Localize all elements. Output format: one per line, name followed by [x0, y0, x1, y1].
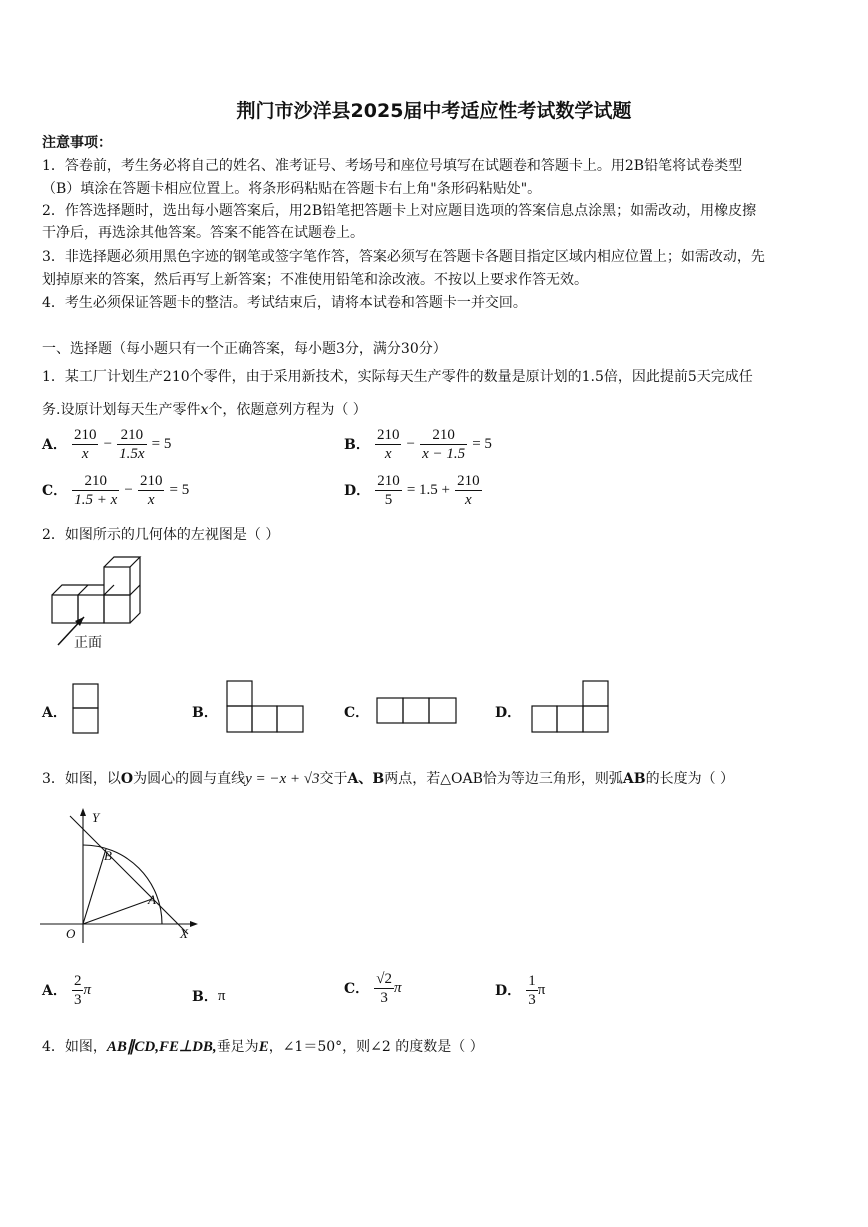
q2-option-b-figure[interactable]: [226, 680, 306, 734]
q2-option-d-figure[interactable]: [531, 680, 611, 734]
q2-option-c-figure[interactable]: [376, 697, 458, 725]
note-line: 1．答卷前，考生务必将自己的姓名、准考证号、考场号和座位号填写在试题卷和答题卡上。用2B铅笔将试卷类型: [42, 158, 743, 174]
q2-stem: 2．如图所示的几何体的左视图是（ ）: [42, 527, 280, 543]
q2-option-a-label[interactable]: A．: [42, 705, 67, 721]
q1-option-c[interactable]: C． $\frac{210}{1.5 + x}$ − $\frac{210}{x}$ = 5: [42, 473, 190, 508]
q1-option-b[interactable]: B． $\frac{210}{x}$ − $\frac{210}{x - 1.5}$ = 5: [344, 427, 492, 462]
q3-option-d[interactable]: D． $\frac{1}{3}$ π: [495, 973, 546, 1008]
note-line: 2．作答选择题时，选出每小题答案后，用2B铅笔把答题卡上对应题目选项的答案信息点涂黑；如需改动，用橡皮擦: [42, 203, 757, 219]
note-line: 干净后，再选涂其他答案。答案不能答在试题卷上。: [42, 225, 364, 241]
q3-option-c[interactable]: C． $\frac{√2}{3}$ π: [344, 971, 402, 1006]
note-line: （B）填涂在答题卡相应位置上。将条形码粘贴在答题卡右上角"条形码粘贴处"。: [42, 181, 542, 197]
front-label: 正面: [74, 635, 102, 651]
y-axis-label: Y: [92, 810, 100, 825]
q3-stem: 3．如图，以O为圆心的圆与直线y = −x + √3交于A、B两点，若△OAB恰为等边三角形，则弧AB的长度为（ ）: [42, 771, 735, 787]
q2-option-d-label[interactable]: D．: [495, 705, 522, 721]
note-line: 划掉原来的答案，然后再写上新答案；不准使用铅笔和涂改液。不按以上要求作答无效。: [42, 272, 588, 288]
note-line: 4．考生必须保证答题卡的整洁。考试结束后，请将本试卷和答题卡一并交回。: [42, 295, 527, 311]
q3-option-b[interactable]: B．π: [192, 988, 226, 1005]
q2-option-c-label[interactable]: C．: [344, 705, 370, 721]
q4-stem: 4．如图，AB∥CD,FE⊥DB,垂足为E，∠1＝50°，则∠2 的度数是（ ）: [42, 1039, 484, 1055]
point-b-label: B: [104, 848, 112, 863]
q1-stem: 1．某工厂计划生产210个零件，由于采用新技术，实际每天生产零件的数量是原计划的1.5倍，因此提前5天完成任: [42, 369, 753, 385]
q3-option-a[interactable]: A． $\frac{2}{3}$ π: [42, 973, 91, 1008]
q3-coordinate-figure: [40, 808, 200, 943]
page-title: 荆门市沙洋县2025届中考适应性考试数学试题: [236, 100, 632, 122]
origin-label: O: [66, 926, 76, 941]
q2-option-a-figure[interactable]: [72, 683, 100, 735]
x-axis-label: X: [180, 926, 188, 941]
notes-heading: 注意事项：: [42, 135, 112, 151]
q1-stem-2: 务.设原计划每天生产零件x个，依题意列方程为（ ）: [42, 402, 367, 418]
q1-option-a[interactable]: A． $\frac{210}{x}$ − $\frac{210}{1.5x}$ = 5: [42, 427, 172, 462]
section-heading: 一、选择题（每小题只有一个正确答案，每小题3分，满分30分）: [42, 341, 447, 357]
point-a-label: A: [148, 892, 156, 907]
note-line: 3．非选择题必须用黑色字迹的钢笔或签字笔作答，答案必须写在答题卡各题目指定区域内相应位置上；如需改动，先: [42, 249, 765, 265]
q2-option-b-label[interactable]: B．: [192, 705, 218, 721]
q1-option-d[interactable]: D． $\frac{210}{5}$ = 1.5 + $\frac{210}{x}$: [344, 473, 480, 508]
